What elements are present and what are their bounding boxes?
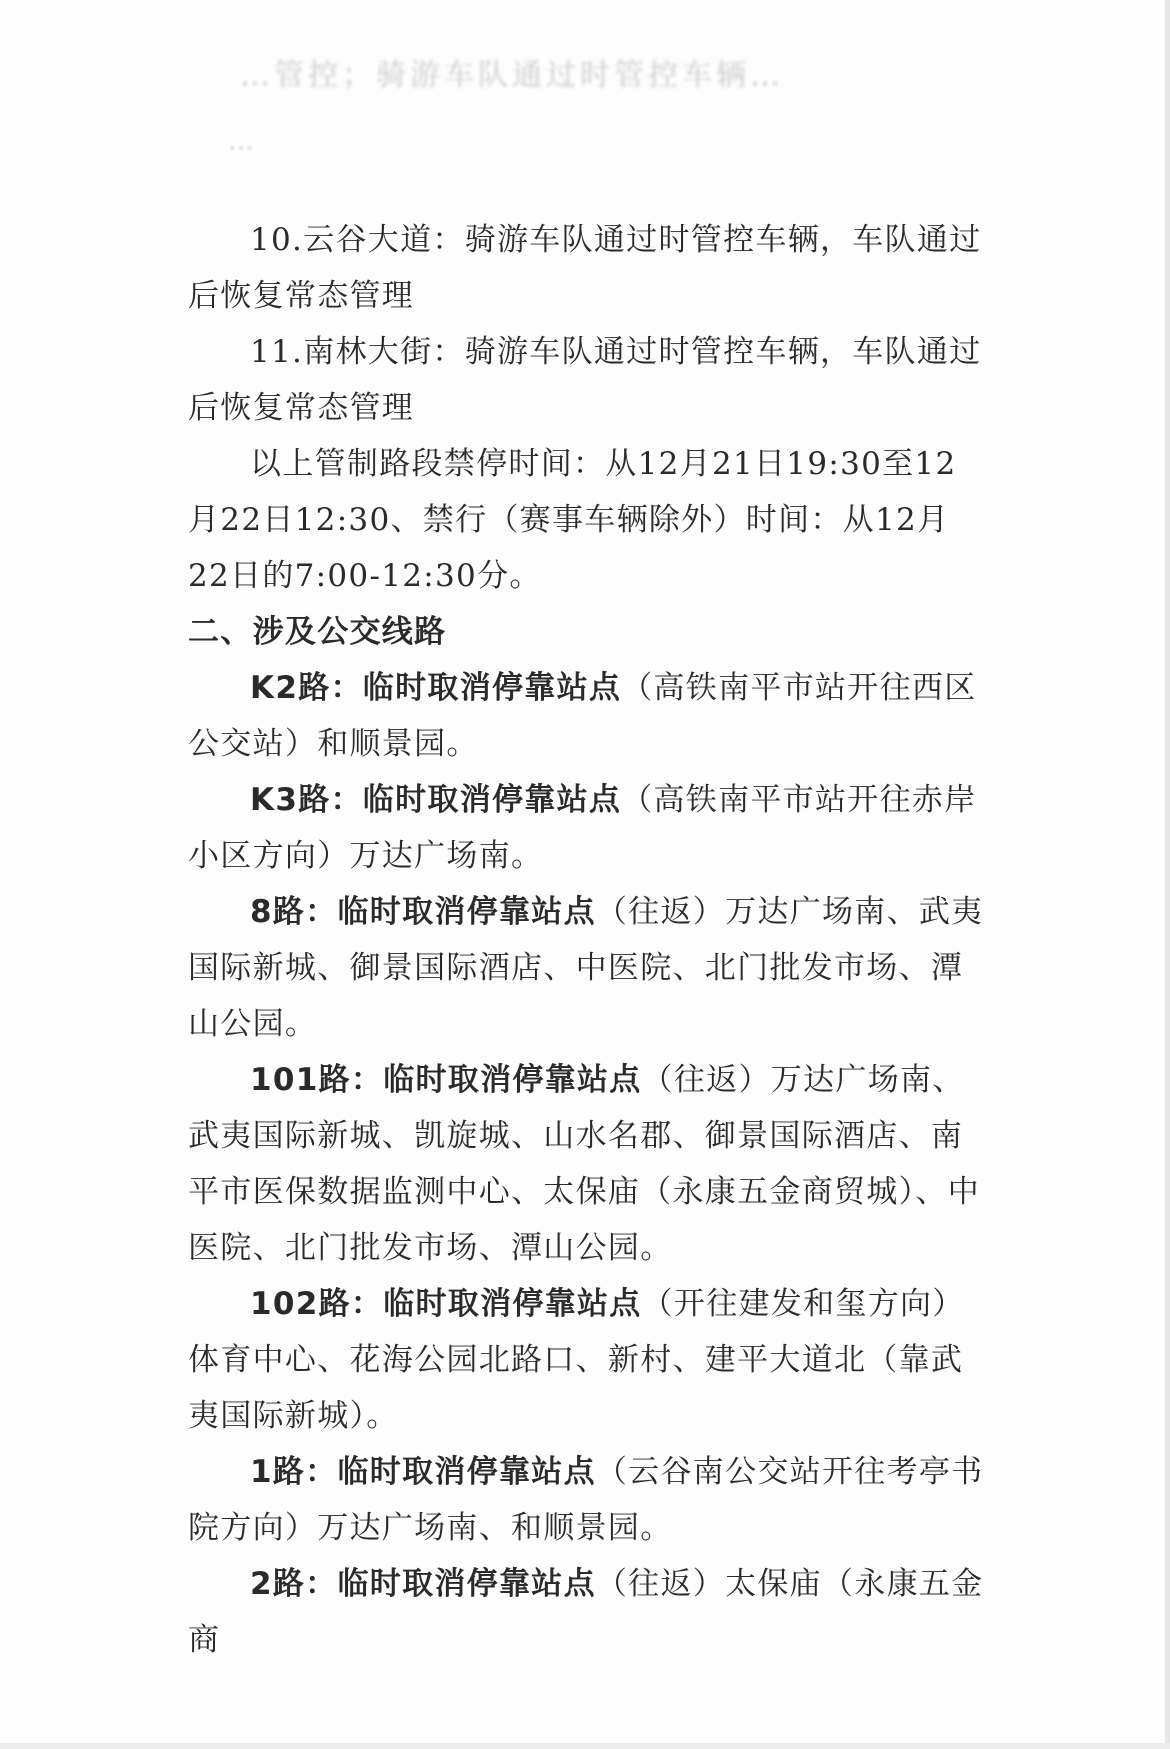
route-text: （高铁南平市站开往西区公交站）和顺景园。 (188, 670, 977, 762)
route-text: （往返）万达广场南、武夷国际新城、凯旋城、山水名郡、御景国际酒店、南平市医保数据监测中心、太保庙（永康五金商贸城）、中医院、北门批发市场、潭山公园。 (188, 1062, 980, 1266)
paragraph-item-10: 10.云谷大道：骑游车队通过时管控车辆，车队通过后恢复常态管理 (188, 222, 982, 314)
route-paragraph-1 (188, 1444, 988, 1556)
page-edge-bottom (0, 1743, 1170, 1749)
route-paragraph-101 (188, 1052, 988, 1276)
section-heading: 二、涉及公交线路 (188, 614, 447, 650)
paragraph-item-11: 11.南林大街：骑游车队通过时管控车辆，车队通过后恢复常态管理 (188, 334, 982, 426)
route-text: （往返）太保庙（永康五金商 (188, 1566, 984, 1658)
route-label: 102路：临时取消停靠站点 (250, 1286, 642, 1322)
route-label: K2路：临时取消停靠站点 (250, 670, 622, 706)
route-label: 2路：临时取消停靠站点 (250, 1566, 596, 1602)
route-label: 1路：临时取消停靠站点 (250, 1454, 596, 1490)
route-paragraph-k2 (188, 660, 988, 772)
faded-header-text: …管控；骑游车队通过时管控车辆… (240, 58, 784, 93)
route-label: K3路：临时取消停靠站点 (250, 782, 622, 818)
route-text: （往返）万达广场南、武夷国际新城、御景国际酒店、中医院、北门批发市场、潭山公园。 (188, 894, 984, 1042)
route-paragraph-8 (188, 884, 988, 1052)
route-label: 101路：临时取消停靠站点 (250, 1062, 642, 1098)
route-text: （云谷南公交站开往考亭书院方向）万达广场南、和顺景园。 (188, 1454, 984, 1546)
route-text: （高铁南平市站开往赤岸小区方向）万达广场南。 (188, 782, 977, 874)
route-paragraph-2 (188, 1556, 988, 1668)
route-paragraph-102 (188, 1276, 988, 1444)
route-paragraph-k3 (188, 772, 988, 884)
faded-mark: … (228, 126, 254, 156)
route-text: （开往建发和玺方向）体育中心、花海公园北路口、新村、建平大道北（靠武夷国际新城）。 (188, 1286, 965, 1434)
document-body (188, 212, 988, 1668)
route-label: 8路：临时取消停靠站点 (250, 894, 596, 930)
page-edge-right (1165, 0, 1170, 1749)
paragraph-time-note: 以上管制路段禁停时间：从12月21日19:30至12月22日12:30、禁行（赛事车辆除外）时间：从12月22日的7:00-12:30分。 (188, 446, 957, 594)
